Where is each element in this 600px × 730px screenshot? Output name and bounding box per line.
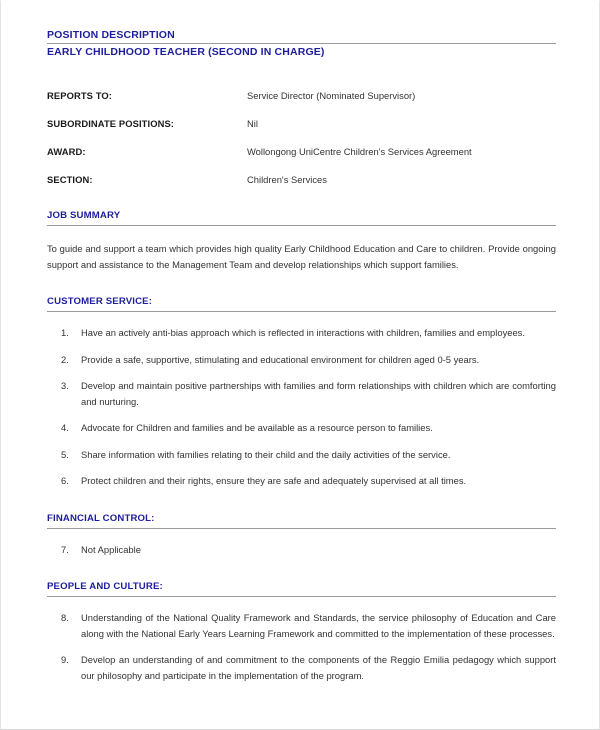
detail-label: SUBORDINATE POSITIONS: <box>47 118 175 129</box>
list-item <box>47 542 556 558</box>
detail-row-section <box>47 174 556 186</box>
position-details <box>47 90 556 186</box>
section-heading-customer-service: CUSTOMER SERVICE: <box>47 296 556 312</box>
list-item <box>47 325 556 341</box>
detail-value: Wollongong UniCentre Children's Services Agreement <box>247 146 472 157</box>
detail-row-award <box>47 146 556 158</box>
list-item-number: 3. <box>61 380 69 391</box>
list-item-number: 6. <box>61 475 69 486</box>
list-item <box>47 652 556 683</box>
section-financial-control <box>47 513 556 558</box>
document-content <box>47 29 556 683</box>
section-heading-job-summary: JOB SUMMARY <box>47 210 556 226</box>
list-item-number: 1. <box>61 327 69 338</box>
list-item-text: Not Applicable <box>81 543 141 555</box>
list-item-text: Develop an understanding of and commitment to the components of the Reggio Emilia pedagogy which support our philosophy and participate in the implementation of the program. <box>81 654 556 681</box>
list-item <box>47 447 556 463</box>
list-item <box>47 352 556 368</box>
document-kicker: POSITION DESCRIPTION <box>47 29 556 44</box>
section-heading-financial-control: FINANCIAL CONTROL: <box>47 513 556 529</box>
list-item-text: Provide a safe, supportive, stimulating and educational environment for children aged 0-5 years. <box>81 353 480 365</box>
list-item-number: 2. <box>61 353 69 365</box>
section-job-summary <box>47 210 556 272</box>
section-customer-service <box>47 296 556 489</box>
list-item-number: 5. <box>61 448 69 460</box>
detail-value: Children's Services <box>247 174 327 185</box>
detail-label: REPORTS TO: <box>47 90 112 101</box>
detail-row-reports-to <box>47 90 556 102</box>
customer-service-list <box>47 325 556 489</box>
list-item <box>47 610 556 641</box>
list-item-number: 9. <box>61 654 69 665</box>
list-item-text: Protect children and their rights, ensure they are safe and adequately supervised at all times. <box>81 475 467 486</box>
detail-value: Nil <box>247 118 258 129</box>
list-item-text: Understanding of the National Quality Framework and Standards, the service philosophy of Education and Care along with the National Early Years Learning Framework and committed to the implementation of these processes. <box>81 612 556 639</box>
list-item-number: 4. <box>61 422 69 433</box>
list-item-text: Have an actively anti-bias approach which is reflected in interactions with children, families and employees. <box>81 327 525 338</box>
detail-label: AWARD: <box>47 146 86 157</box>
list-item <box>47 378 556 409</box>
section-people-and-culture <box>47 581 556 683</box>
list-item-number: 7. <box>61 543 69 555</box>
detail-row-subordinate-positions <box>47 118 556 130</box>
section-heading-people-and-culture: PEOPLE AND CULTURE: <box>47 581 556 597</box>
detail-value: Service Director (Nominated Supervisor) <box>247 90 416 101</box>
list-item <box>47 473 556 489</box>
list-item-number: 8. <box>61 612 69 623</box>
list-item <box>47 420 556 436</box>
page-title: EARLY CHILDHOOD TEACHER (SECOND IN CHARGE) <box>47 46 325 58</box>
financial-control-list <box>47 542 556 558</box>
detail-label: SECTION: <box>47 174 93 185</box>
list-item-text: Advocate for Children and families and be available as a resource person to families. <box>81 422 433 433</box>
people-and-culture-list <box>47 610 556 683</box>
list-item-text: Develop and maintain positive partnerships with families and form relationships with children which are comforting and nurturing. <box>81 380 556 407</box>
list-item-text: Share information with families relating to their child and the daily activities of the service. <box>81 448 451 460</box>
job-summary-paragraph: To guide and support a team which provides high quality Early Childhood Education and Care to children. Provide ongoing support and assistance to the Management Team and develop relationships which support families. <box>47 243 556 270</box>
document-title-block <box>47 29 556 60</box>
